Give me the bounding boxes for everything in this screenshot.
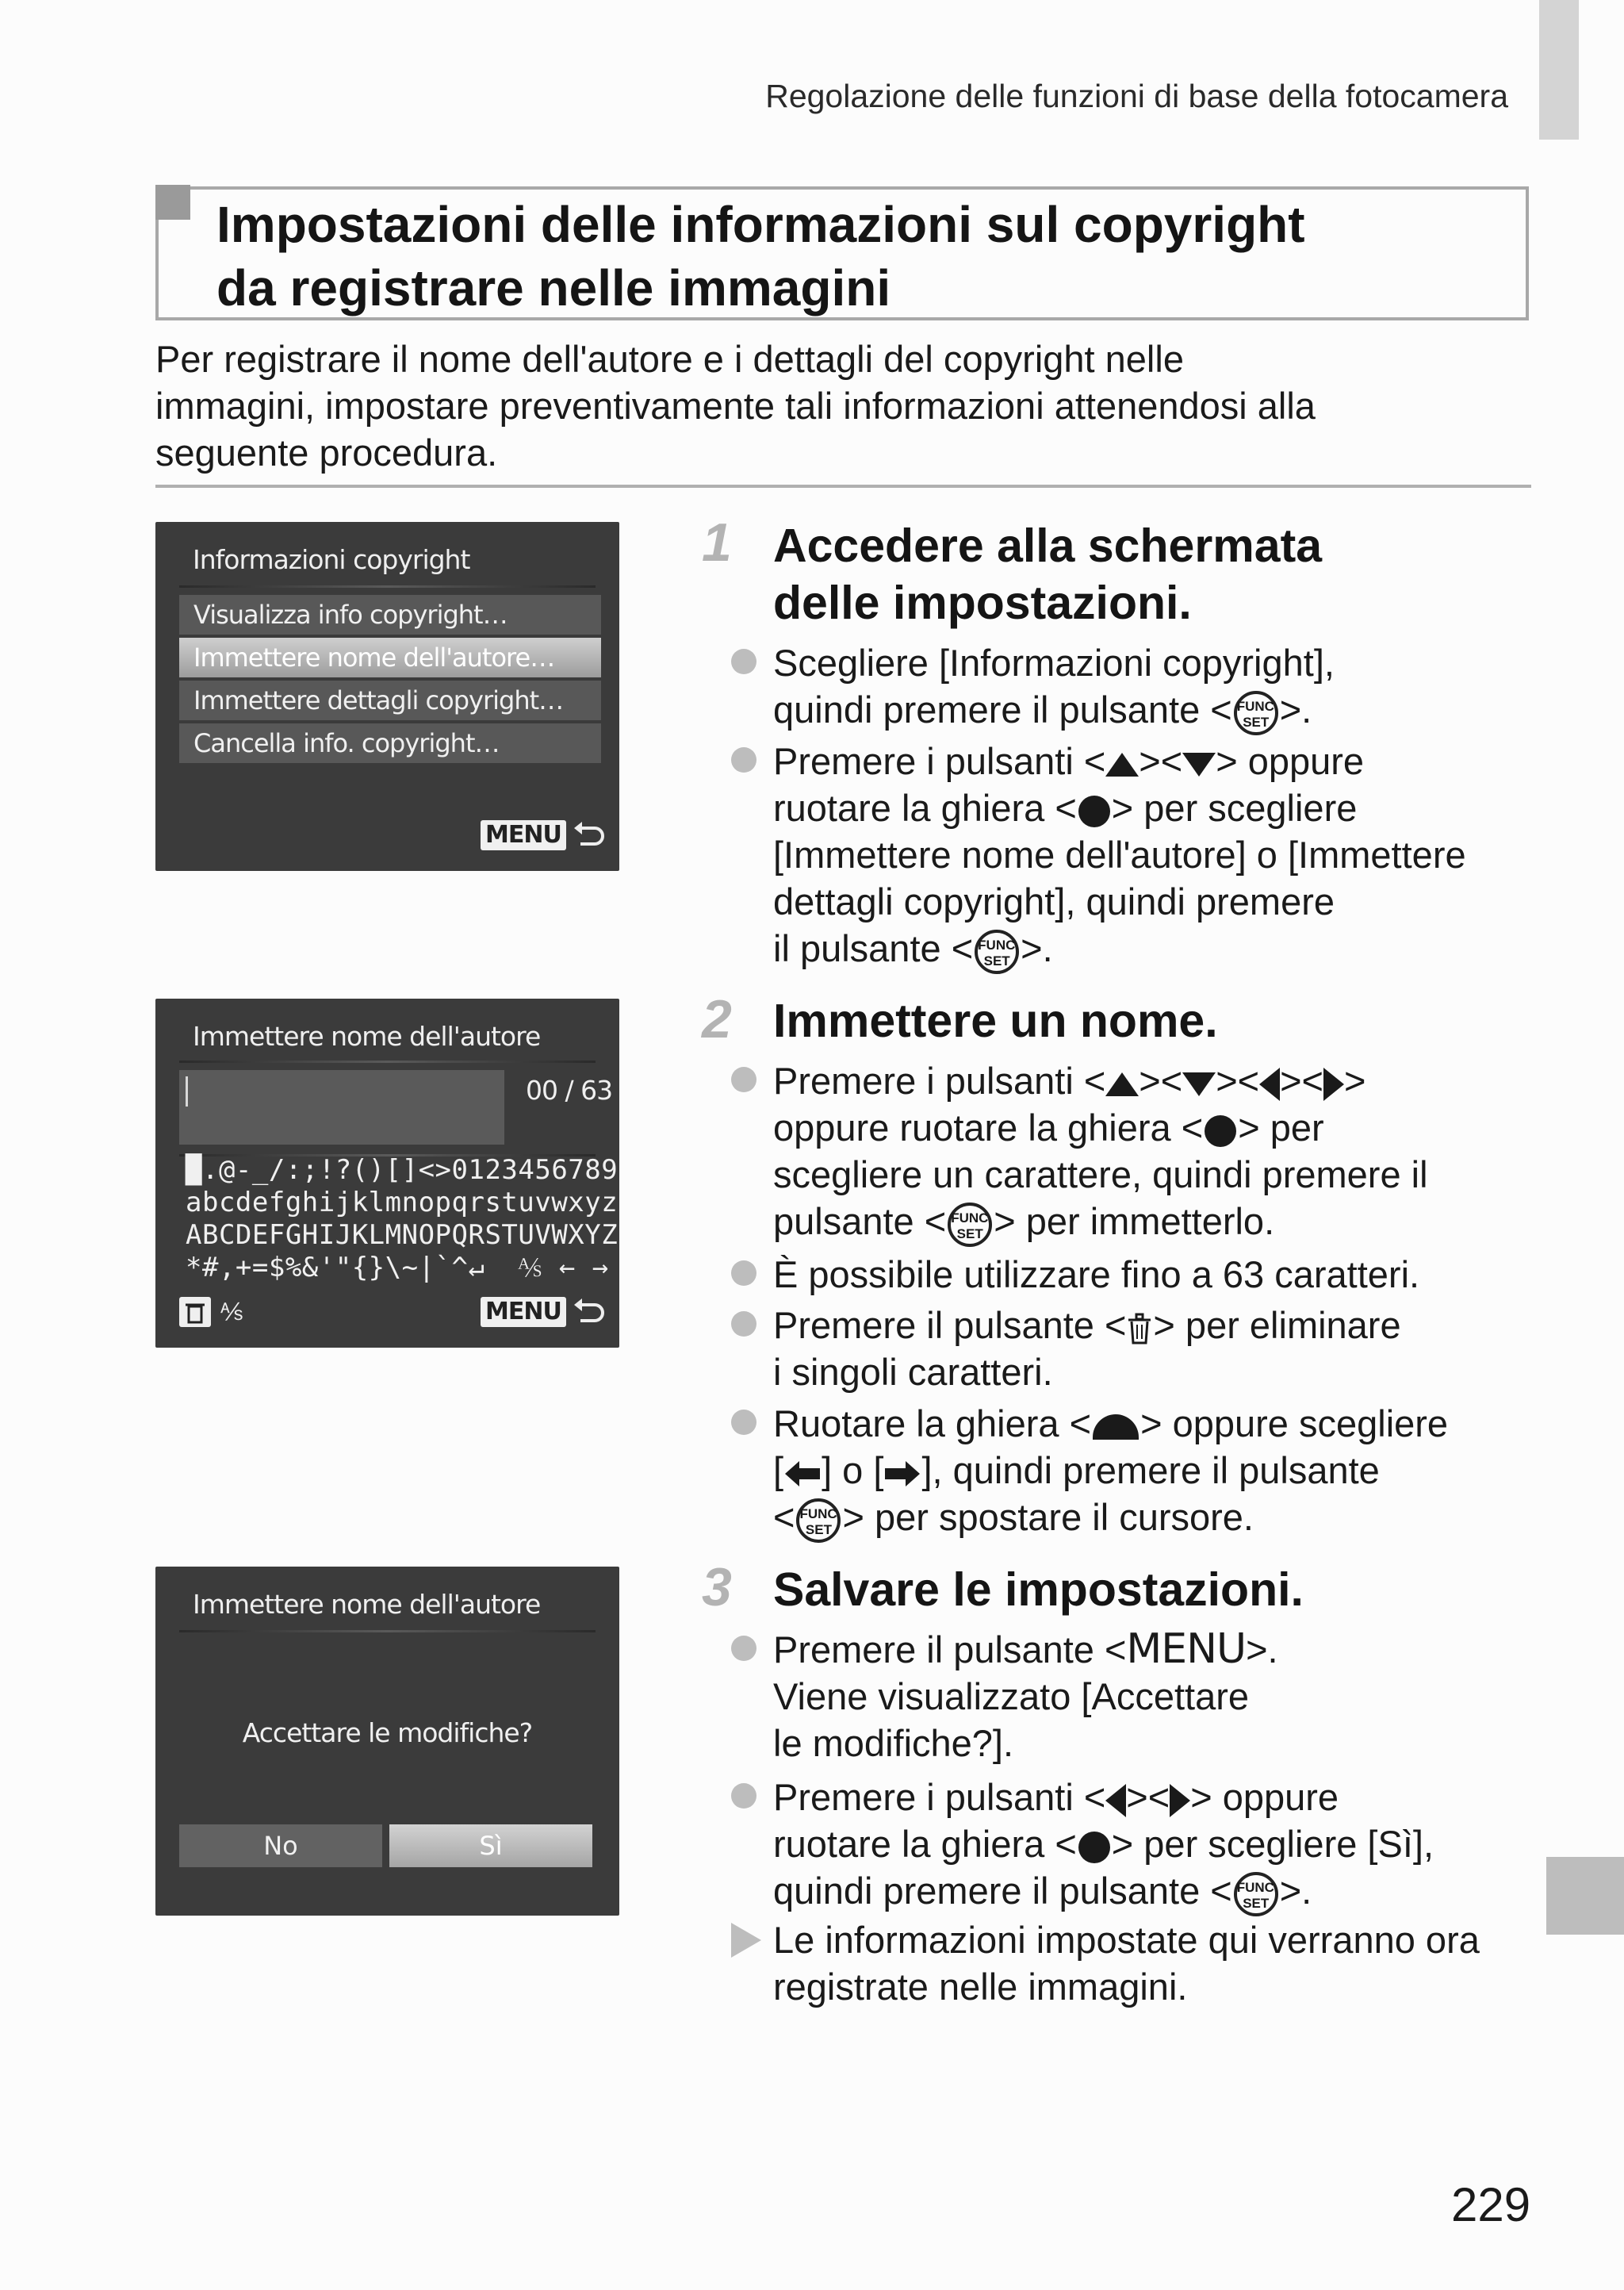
menu-item-delete-info[interactable]: Cancella info. copyright… [179,723,601,763]
bullet-line: dettagli copyright], quindi premere [773,880,1335,923]
bullet-line: Le informazioni impostate qui verranno ora [773,1919,1480,1961]
running-head: Regolazione delle funzioni di base della fotocamera [765,78,1508,114]
func-set-icon: FUNC. SET [1234,691,1278,735]
step-bullet [773,738,1534,974]
trash-icon [179,1297,211,1327]
screen-divider [179,585,596,588]
front-dial-icon [1093,1414,1139,1440]
bullet-line: Viene visualizzato [Accettare [773,1675,1250,1717]
bullet-line: le modifiche?]. [773,1722,1014,1764]
bullet-line: Premere i pulsanti < >< > oppure [773,740,1365,782]
return-icon [573,1298,606,1325]
bullet-line: Premere i pulsanti < >< > oppure [773,1776,1339,1818]
cursor-right-icon [883,1460,921,1488]
bullet-line: quindi premere il pulsante < FUNC. SET >. [773,1867,1534,1916]
right-arrow-icon [1323,1068,1344,1101]
no-button[interactable]: No [179,1824,382,1867]
intro-paragraph [155,336,1535,476]
func-set-icon: FUNC. SET [948,1203,992,1247]
screen-title: Immettere nome dell'autore [193,1589,541,1620]
control-dial-icon [1078,796,1110,827]
divider [155,485,1531,488]
bullet-icon [731,747,756,773]
bullet-line: [ ] o [ ], quindi premere il pulsante [773,1449,1380,1491]
case-toggle-icon: ⅍ [220,1298,243,1326]
menu-label: MENU [481,820,566,850]
yes-button[interactable]: Sì [389,1824,592,1867]
step-heading [773,517,1322,631]
step-heading-line: Accedere alla schermata [773,520,1323,572]
step-bullet [773,1774,1534,1916]
menu-item-view-info[interactable]: Visualizza info copyright… [179,595,601,635]
keyboard-row[interactable]: abcdefghijklmnopqrstuvwxyz [186,1187,619,1218]
menu-label: MENU [481,1297,566,1327]
step-number: 1 [702,512,732,573]
control-dial-icon [1078,1832,1110,1863]
cursor-left-icon [783,1460,822,1488]
title-square-icon [155,185,190,220]
step-heading: Salvare le impostazioni. [773,1563,1304,1616]
screen-divider [179,1630,596,1632]
chapter-edge-tab [1546,1857,1624,1935]
bullet-line: Scegliere [Informazioni copyright], [773,642,1335,684]
keyboard-row[interactable]: ABCDEFGHIJKLMNOPQRSTUVWXYZ [186,1219,619,1251]
page-number: 229 [1451,2178,1531,2231]
trash-icon [1126,1312,1153,1345]
step-bullet [773,1302,1534,1395]
menu-back-button[interactable] [481,1297,606,1327]
menu-button-glyph: MENU [1126,1625,1247,1673]
left-arrow-icon [1105,1784,1126,1817]
screen-title: Immettere nome dell'autore [193,1021,541,1052]
up-arrow-icon [1105,1072,1139,1096]
func-set-icon: FUNC. SET [1234,1872,1278,1916]
bullet-line: registrate nelle immagini. [773,1966,1188,2008]
section-edge-tab [1539,0,1579,140]
bullet-line: Premere il pulsante <MENU>. [773,1625,1278,1673]
keyboard-row[interactable]: █.@-_/:;!?()[]<>0123456789 [186,1154,619,1186]
bullet-line: ruotare la ghiera < > per scegliere [773,787,1358,829]
bullet-icon [731,1067,756,1092]
step-bullet [773,639,1534,735]
intro-line: seguente procedura. [155,432,498,474]
bullet-icon [731,1636,756,1661]
confirm-question: Accettare le modifiche? [242,1717,533,1748]
step-bullet [773,1057,1534,1247]
bullet-line: pulsante < FUNC. SET > per immetterlo. [773,1198,1534,1247]
bullet-line: ruotare la ghiera < > per scegliere [Sì], [773,1823,1434,1865]
step-result [773,1916,1534,2010]
bullet-line: Premere i pulsanti < >< >< >< > [773,1060,1366,1102]
step-bullet: È possibile utilizzare fino a 63 caratteri. [773,1253,1420,1295]
bullet-line: quindi premere il pulsante < FUNC. SET >. [773,686,1534,735]
down-arrow-icon [1182,753,1216,777]
bullet-icon [731,1410,756,1435]
camera-screen-confirm [155,1567,619,1916]
bullet-icon [731,1311,756,1337]
intro-line: immagini, impostare preventivamente tali informazioni attenendosi alla [155,385,1316,427]
author-name-input[interactable] [179,1070,504,1145]
page-title [216,193,1517,320]
step-number: 3 [702,1557,732,1617]
bullet-line: [Immettere nome dell'autore] o [Immettere [773,834,1466,876]
func-set-icon: FUNC. SET [796,1498,841,1543]
bullet-icon [731,649,756,674]
bullet-line: il pulsante < FUNC. SET >. [773,925,1534,974]
right-arrow-icon [1170,1784,1190,1817]
bullet-line: < FUNC. SET > per spostare il cursore. [773,1494,1534,1543]
keyboard-row[interactable]: *#,+=$%&'"{}\~|`^↵ ⅍ ← → [186,1252,609,1283]
screen-divider [179,1061,596,1063]
control-dial-icon [1205,1115,1236,1147]
intro-line: Per registrare il nome dell'autore e i dettagli del copyright nelle [155,338,1184,380]
step-bullet [773,1400,1534,1543]
delete-button[interactable] [179,1297,211,1327]
bullet-line: Ruotare la ghiera < > oppure scegliere [773,1402,1449,1444]
menu-back-button[interactable] [481,820,606,850]
screen-title: Informazioni copyright [193,544,470,575]
bullet-line: oppure ruotare la ghiera < > per [773,1107,1324,1149]
result-arrow-icon [731,1923,761,1958]
text-cursor [186,1076,188,1107]
down-arrow-icon [1182,1072,1216,1096]
bullet-icon [731,1260,756,1286]
bullet-line: scegliere un carattere, quindi premere il [773,1153,1428,1195]
return-icon [573,822,606,849]
char-counter: 00 / 63 [526,1075,613,1106]
left-arrow-icon [1259,1068,1280,1101]
title-line-1: Impostazioni delle informazioni sul copyright [216,196,1305,253]
step-bullet [773,1626,1534,1766]
title-line-2: da registrare nelle immagini [216,259,891,316]
step-heading-line: delle impostazioni. [773,577,1192,629]
bullet-line: Premere il pulsante < > per eliminare [773,1304,1401,1346]
menu-item-enter-details[interactable]: Immettere dettagli copyright… [179,681,601,720]
bullet-icon [731,1783,756,1809]
up-arrow-icon [1105,753,1139,777]
menu-item-enter-author[interactable]: Immettere nome dell'autore… [179,638,601,677]
step-number: 2 [702,989,732,1049]
step-heading: Immettere un nome. [773,995,1218,1047]
func-set-icon: FUNC. SET [975,930,1019,974]
camera-screen-copyright-menu [155,522,619,871]
bullet-line: i singoli caratteri. [773,1351,1053,1393]
camera-screen-author-input [155,999,619,1348]
